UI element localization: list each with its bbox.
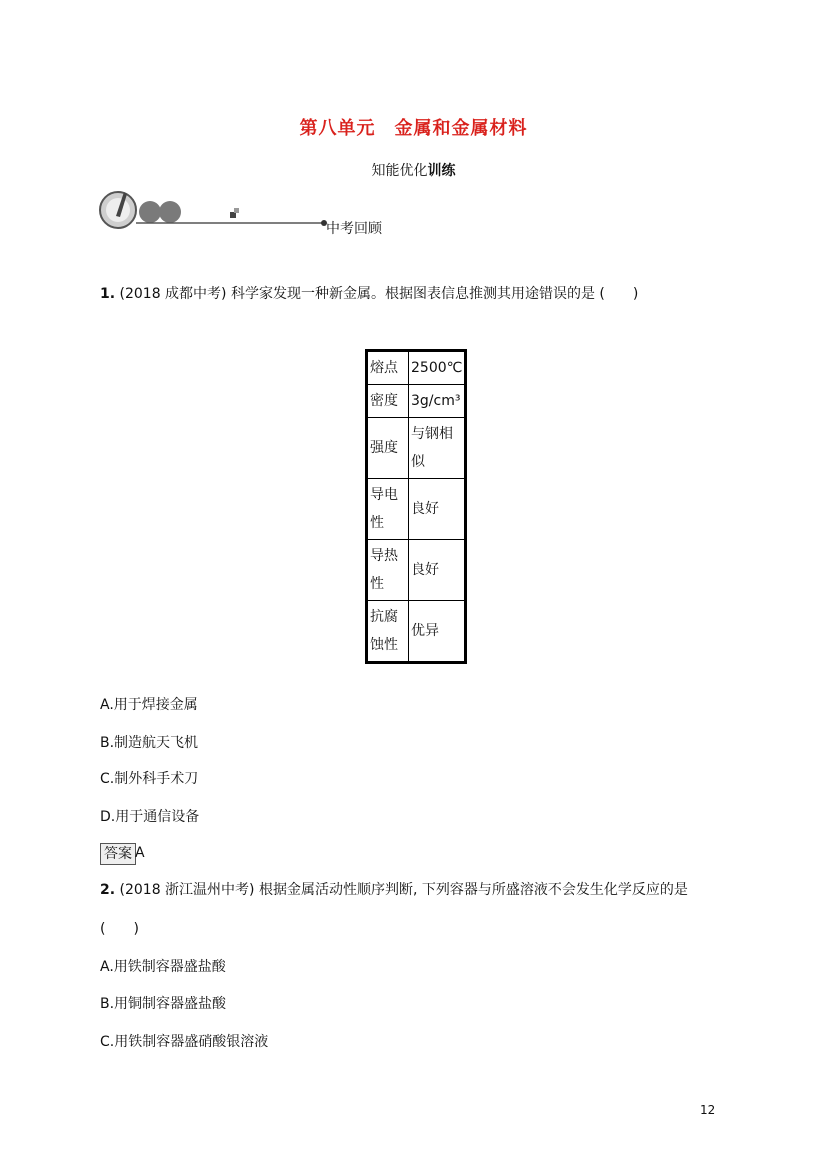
answer-value: A — [135, 845, 145, 861]
table-cell: 2500℃ — [409, 351, 466, 385]
table-cell: 导电性 — [367, 479, 409, 540]
table-cell: 强度 — [367, 418, 409, 479]
option-a: A.用铁制容器盛盐酸 — [100, 959, 226, 975]
table-cell: 良好 — [409, 540, 466, 601]
question-number: 1. — [100, 286, 116, 302]
option-c: C.制外科手术刀 — [100, 771, 199, 787]
table-cell: 良好 — [409, 479, 466, 540]
question-1 — [100, 284, 638, 304]
option-c: C.用铁制容器盛硝酸银溶液 — [100, 1034, 269, 1050]
table-cell: 抗腐蚀性 — [367, 601, 409, 663]
property-table — [365, 349, 467, 664]
question-text: (2018 浙江温州中考) 根据金属活动性顺序判断, 下列容器与所盛溶液不会发生化学反应的是 — [119, 882, 688, 898]
section-label: 中考回顾 — [326, 221, 382, 237]
option-a: A.用于焊接金属 — [100, 697, 198, 713]
answer-paren: ( ) — [100, 921, 139, 937]
option-d: D.用于通信设备 — [100, 809, 200, 825]
question-number: 2. — [100, 882, 116, 898]
subtitle — [0, 160, 827, 180]
table-cell: 与钢相似 — [409, 418, 466, 479]
table-cell: 导热性 — [367, 540, 409, 601]
table-row — [367, 385, 466, 418]
page-number: 12 — [700, 1103, 716, 1117]
table-row — [367, 479, 466, 540]
unit-title: 第八单元 金属和金属材料 — [299, 118, 528, 139]
answer-label: 答案 — [100, 843, 136, 865]
question-text: (2018 成都中考) 科学家发现一种新金属。根据图表信息推测其用途错误的是 ( ) — [119, 286, 639, 302]
option-b: B.用铜制容器盛盐酸 — [100, 996, 227, 1012]
table-row — [367, 351, 466, 385]
table-cell: 熔点 — [367, 351, 409, 385]
table-cell: 3g/cm³ — [409, 385, 466, 418]
table-cell: 密度 — [367, 385, 409, 418]
subtitle-pre: 知能优化 — [371, 163, 428, 179]
table-row — [367, 418, 466, 479]
subtitle-bold: 训练 — [427, 163, 456, 179]
question-2 — [100, 880, 688, 900]
option-b: B.制造航天飞机 — [100, 735, 199, 751]
table-cell: 优异 — [409, 601, 466, 663]
table-row — [367, 540, 466, 601]
table-row — [367, 601, 466, 663]
